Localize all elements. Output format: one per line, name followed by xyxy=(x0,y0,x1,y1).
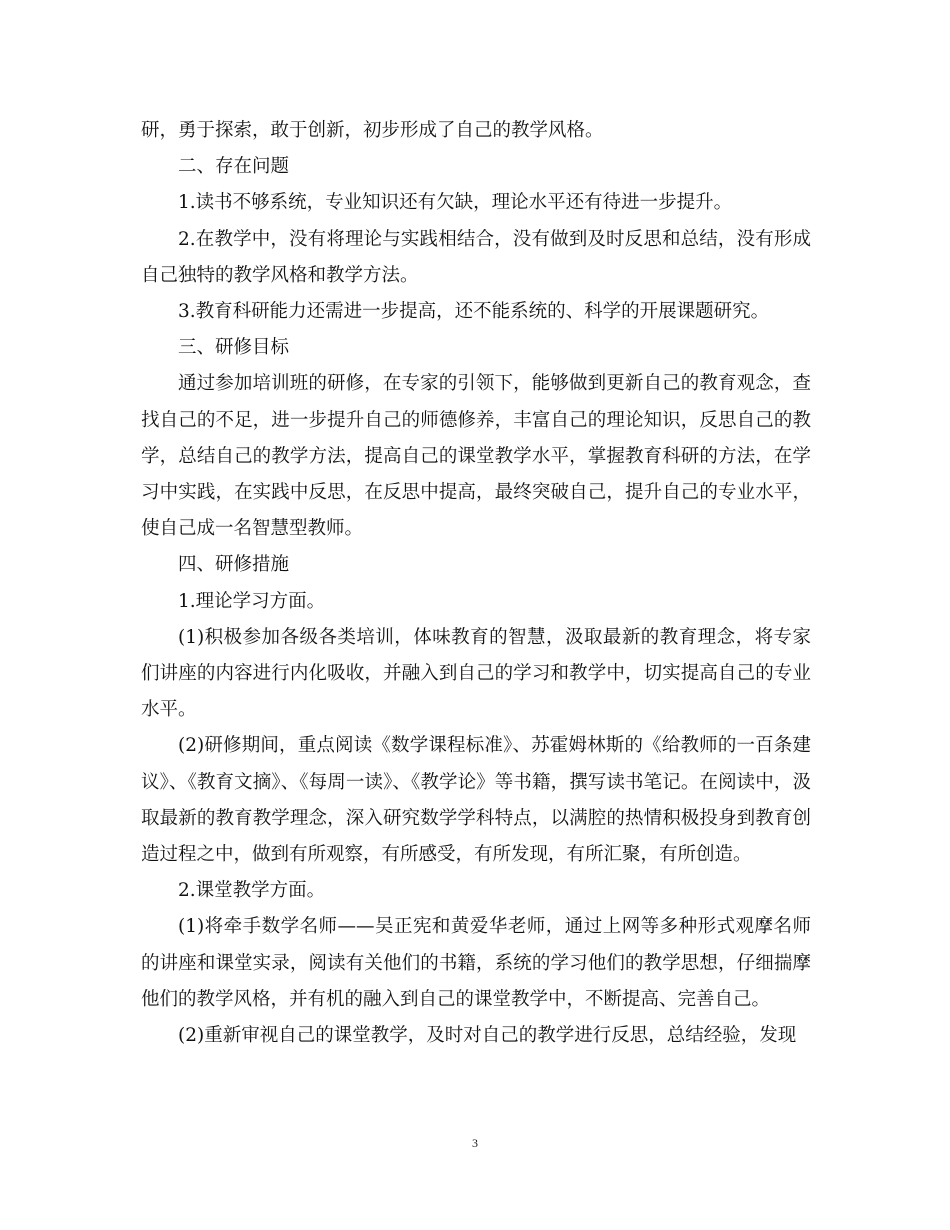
paragraph: 3.教育科研能力还需进一步提高，还不能系统的、科学的开展课题研究。 xyxy=(178,301,770,323)
page-number: 3 xyxy=(472,1136,478,1150)
paragraph: 四、研修措施 xyxy=(178,554,290,576)
paragraph: 1.理论学习方面。 xyxy=(178,590,326,612)
paragraph: (1)积极参加各级各类培训，体味教育的智慧，汲取最新的教育理念，将专家们讲座的内容进行内化吸收，并融入到自己的学习和教学中，切实提高自己的专业水平。 xyxy=(141,626,811,721)
paragraph: (2)重新审视自己的课堂教学，及时对自己的教学进行反思，总结经验，发现 xyxy=(178,1025,797,1047)
paragraph: 2.课堂教学方面。 xyxy=(178,880,326,902)
document-body xyxy=(141,113,811,1054)
paragraph: 二、存在问题 xyxy=(178,156,290,178)
paragraph: 通过参加培训班的研修，在专家的引领下，能够做到更新自己的教育观念，查找自己的不足，进一步提升自己的师德修养，丰富自己的理论知识，反思自己的教学，总结自己的教学方法，提高自己的课堂教学水平，掌握教育科研的方法，在学习中实践，在实践中反思，在反思中提高，最终突破自己，提升自己的专业水平，使自己成一名智慧型教师。 xyxy=(141,373,811,540)
paragraph: 2.在教学中，没有将理论与实践相结合，没有做到及时反思和总结，没有形成自己独特的教学风格和教学方法。 xyxy=(141,228,811,286)
paragraph: 研，勇于探索，敢于创新，初步形成了自己的教学风格。 xyxy=(141,120,604,141)
paragraph: 三、研修目标 xyxy=(178,337,290,359)
paragraph: (2)研修期间，重点阅读《数学课程标准》、苏霍姆林斯的《给教师的一百条建议》、《教育文摘》、《每周一读》、《教学论》等书籍，撰写读书笔记。在阅读中，汲取最新的教育教学理念，深入研究数学学科特点，以满腔的热情积极投身到教育创造过程之中，做到有所观察，有所感受，有所发现，有所汇聚，有所创造。 xyxy=(141,735,811,866)
paragraph: 1.读书不够系统，专业知识还有欠缺，理论水平还有待进一步提升。 xyxy=(178,192,733,214)
paragraph: (1)将牵手数学名师——吴正宪和黄爱华老师，通过上网等多种形式观摩名师的讲座和课堂实录，阅读有关他们的书籍，系统的学习他们的教学思想，仔细揣摩他们的教学风格，并有机的融入到自己的课堂教学中，不断提高、完善自己。 xyxy=(141,916,811,1010)
